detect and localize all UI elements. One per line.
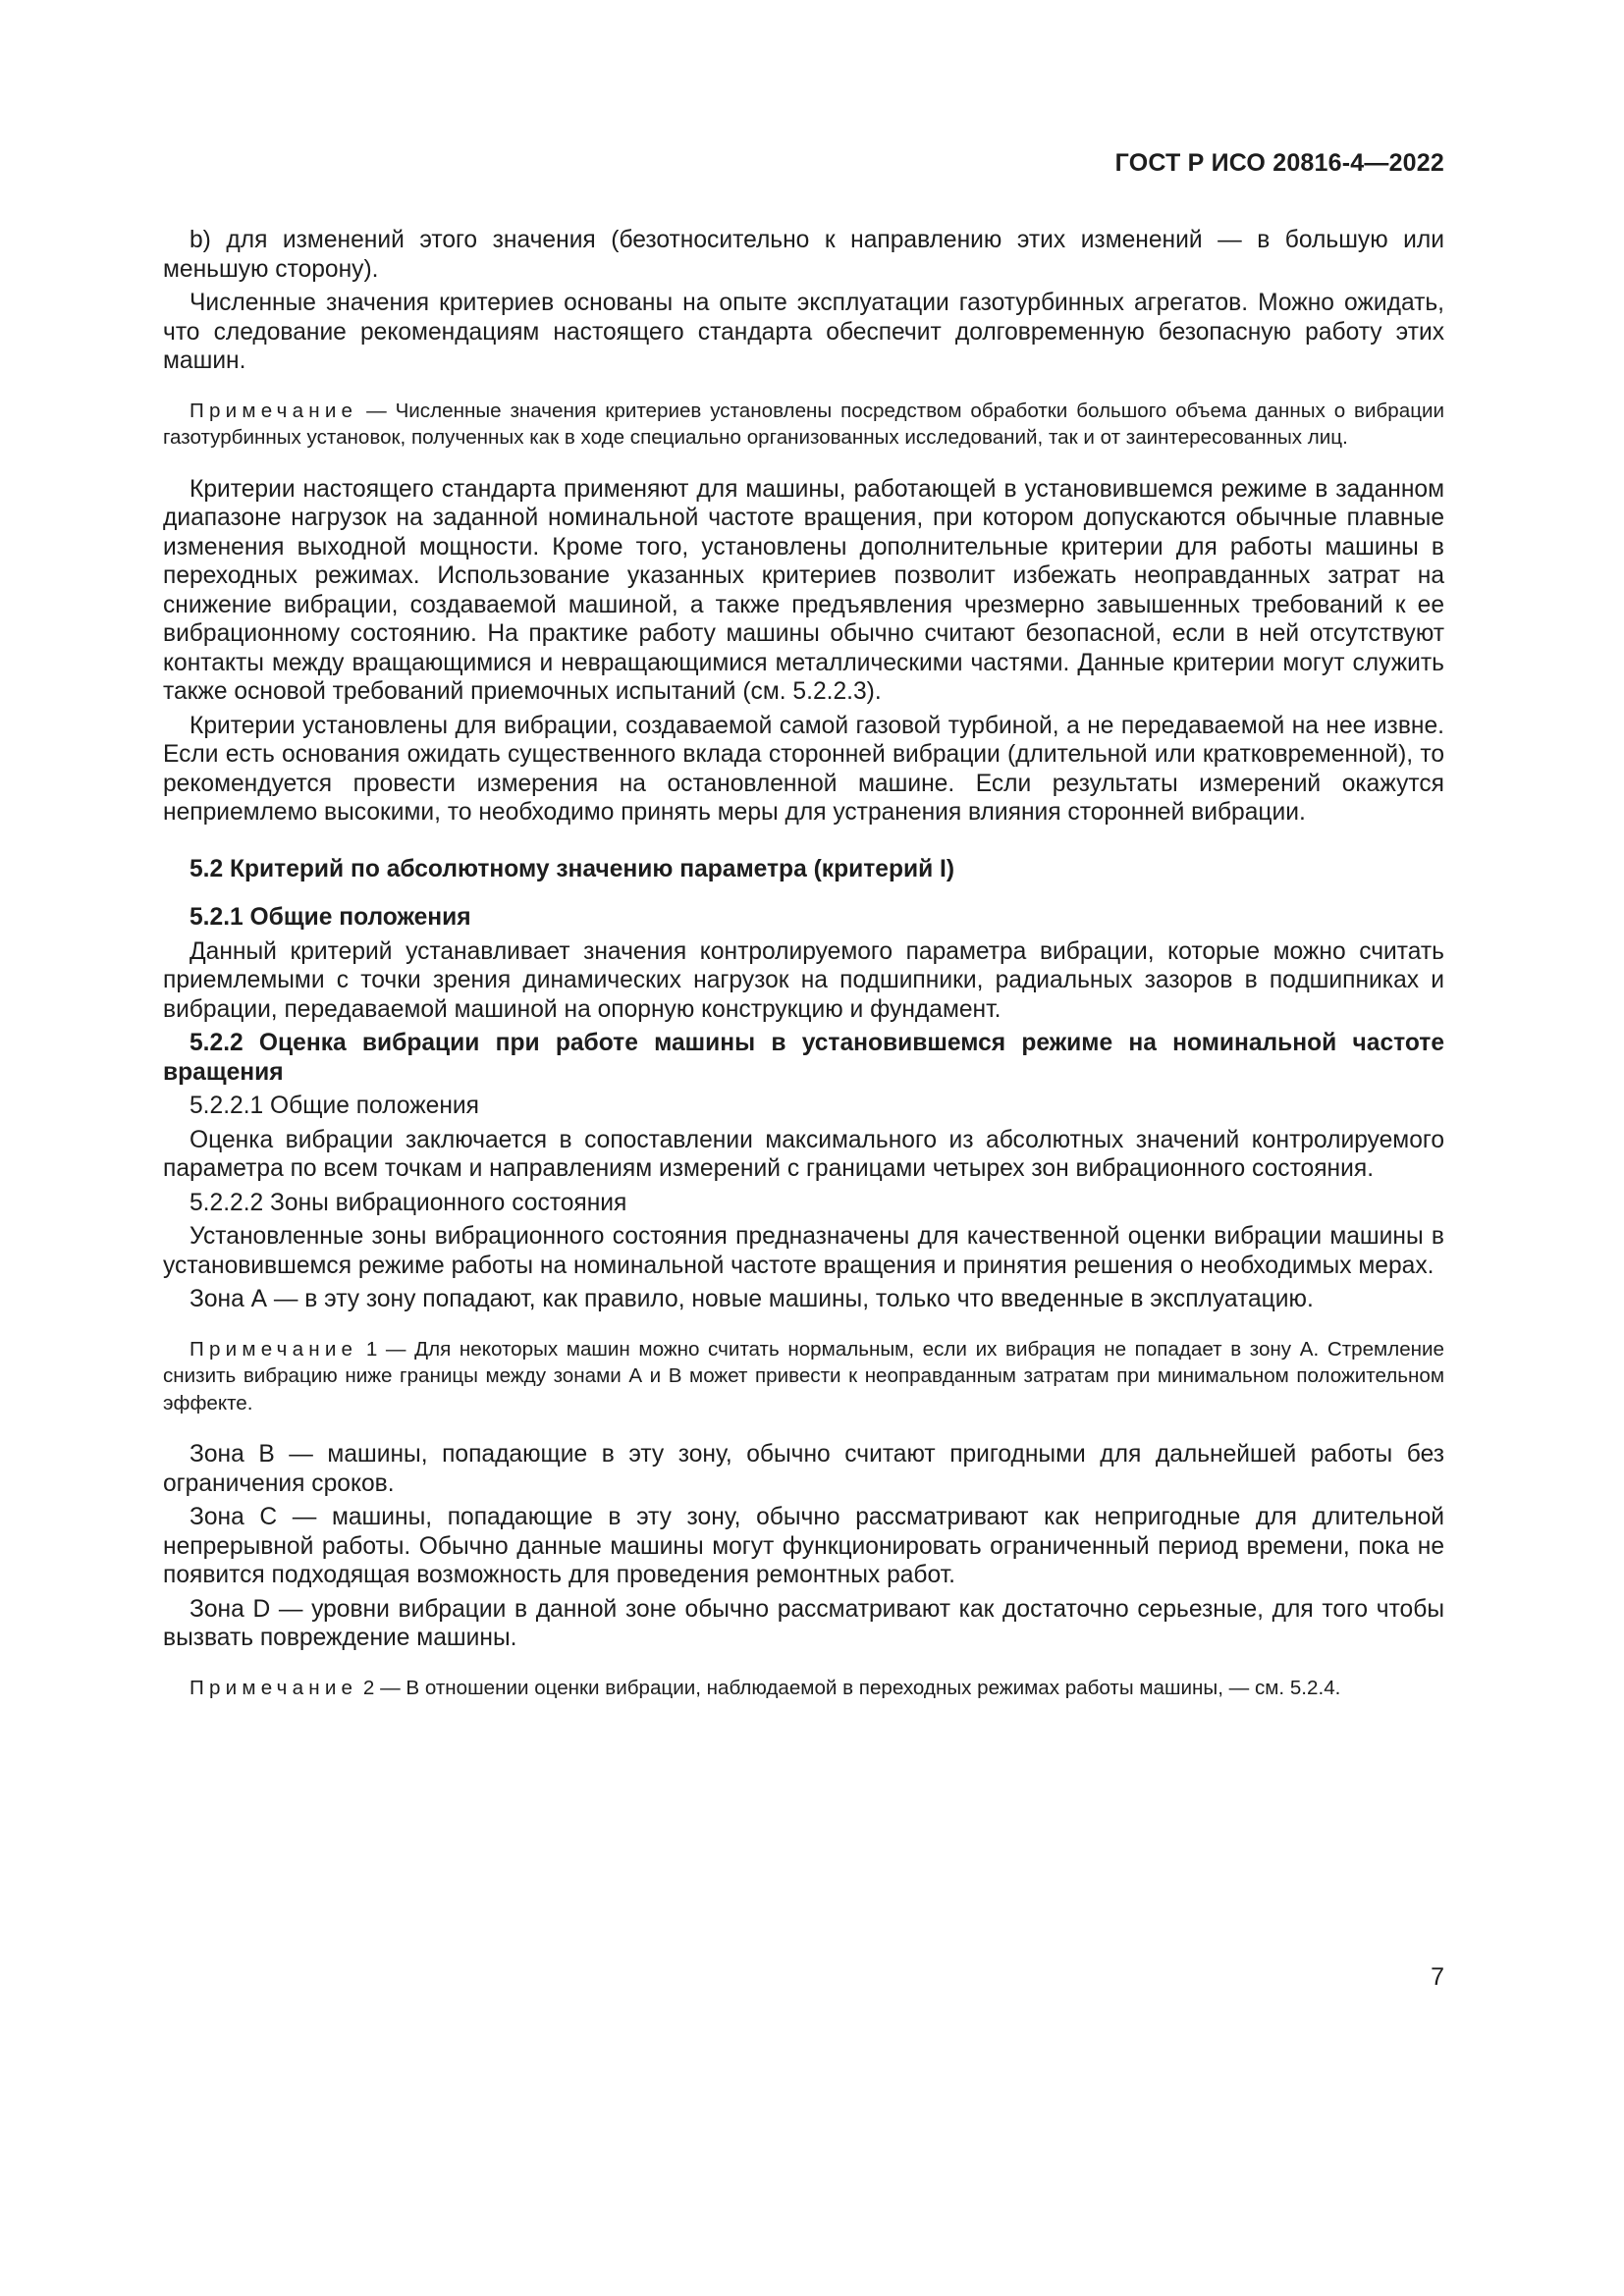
paragraph-zones-purpose: Установленные зоны вибрационного состояния предназначены для качественной оценки вибрации машины в установившемся режиме работы на номинальной частоте вращения и принятия решения о необходимых мерах. <box>163 1223 1444 1279</box>
section-heading-5-2-1: 5.2.1 Общие положения <box>189 904 471 931</box>
note-label: Примечание <box>189 1676 358 1699</box>
paragraph-zone-a: Зона А — в эту зону попадают, как правило, новые машины, только что введенные в эксплуатацию. <box>189 1286 1314 1312</box>
section-heading-5-2: 5.2 Критерий по абсолютному значению параметра (критерий I) <box>189 855 955 882</box>
note-criteria-data <box>163 398 1444 452</box>
paragraph-criteria-basis: Численные значения критериев основаны на опыте эксплуатации газотурбинных агрегатов. Можно ожидать, что следование рекомендациям настоящего стандарта обеспечит долговременную безопасную работу этих машин. <box>163 290 1444 374</box>
paragraph-zone-c: Зона С — машины, попадающие в эту зону, обычно рассматривают как непригодные для длительной непрерывной работы. Обычно данные машины могут функционировать ограниченный период времени, пока не появится подходящая возможность для проведения ремонтных работ. <box>163 1504 1444 1588</box>
note-text: 1 — Для некоторых машин можно считать нормальным, если их вибрация не попадает в зону А. Стремление снизить вибрацию ниже границы между зонами А и В может привести к неоправданным затратам при минимальном положительном эффекте. <box>163 1337 1444 1415</box>
note-text: 2 — В отношении оценки вибрации, наблюдаемой в переходных режимах работы машины, — см. 5.2.4. <box>357 1676 1341 1699</box>
paragraph-evaluation: Оценка вибрации заключается в сопоставлении максимального из абсолютных значений контролируемого параметра по всем точкам и направлениям измерений с границами четырех зон вибрационного состояния. <box>163 1126 1444 1182</box>
note-label: Примечание <box>189 399 358 422</box>
section-heading-5-2-2-1: 5.2.2.1 Общие положения <box>189 1093 479 1119</box>
page-content <box>163 226 1444 1725</box>
note-label: Примечание <box>189 1337 358 1361</box>
note-text: — Численные значения критериев установлены посредством обработки большого объема данных о вибрации газотурбинных установок, полученных как в ходе специально организованных исследований, так и от заинтересованных лиц. <box>163 399 1444 449</box>
page-number: 7 <box>1431 1963 1444 1991</box>
paragraph-criteria-scope: Критерии настоящего стандарта применяют для машины, работающей в установившемся режиме в заданном диапазоне нагрузок на заданной номинальной частоте вращения, при котором допускаются обычные плавные изменения выходной мощности. Кроме того, установлены дополнительные критерии для работы машины в переходных режимах. Использование указанных критериев позволит избежать неоправданных затрат на снижение вибрации, создаваемой машиной, а также предъявления чрезмерно завышенных требований к ее вибрационному состоянию. На практике работу машины обычно считают безопасной, если в ней отсутствуют контакты между вращающимися и невращающимися металлическими частями. Данные критерии могут служить также основой требований приемочных испытаний (см. 5.2.2.3). <box>163 475 1444 705</box>
note-2 <box>163 1675 1444 1702</box>
paragraph-zone-d: Зона D — уровни вибрации в данной зоне обычно рассматривают как достаточно серьезные, для того чтобы вызвать повреждение машины. <box>163 1595 1444 1651</box>
section-heading-5-2-2: 5.2.2 Оценка вибрации при работе машины в установившемся режиме на номинальной частоте вращения <box>163 1030 1444 1086</box>
document-id-header: ГОСТ Р ИСО 20816-4—2022 <box>1114 149 1444 177</box>
paragraph-criterion-definition: Данный критерий устанавливает значения контролируемого параметра вибрации, которые можно считать приемлемыми с точки зрения динамических нагрузок на подшипники, радиальных зазоров в подшипниках и вибрации, передаваемой машиной на опорную конструкцию и фундамент. <box>163 937 1444 1023</box>
paragraph-external-vibration: Критерии установлены для вибрации, создаваемой самой газовой турбиной, а не передаваемой на нее извне. Если есть основания ожидать существенного вклада сторонней вибрации (длительной или кратковременной), то рекомендуется провести измерения на остановленной машине. Если результаты измерений окажутся неприемлемо высокими, то необходимо принять меры для устранения влияния сторонней вибрации. <box>163 712 1444 826</box>
paragraph-zone-b: Зона В — машины, попадающие в эту зону, обычно считают пригодными для дальнейшей работы без ограничения сроков. <box>163 1441 1444 1497</box>
section-heading-5-2-2-2: 5.2.2.2 Зоны вибрационного состояния <box>189 1189 627 1216</box>
paragraph-b-item: b) для изменений этого значения (безотносительно к направлению этих изменений — в большую или меньшую сторону). <box>163 227 1444 283</box>
note-1 <box>163 1336 1444 1417</box>
